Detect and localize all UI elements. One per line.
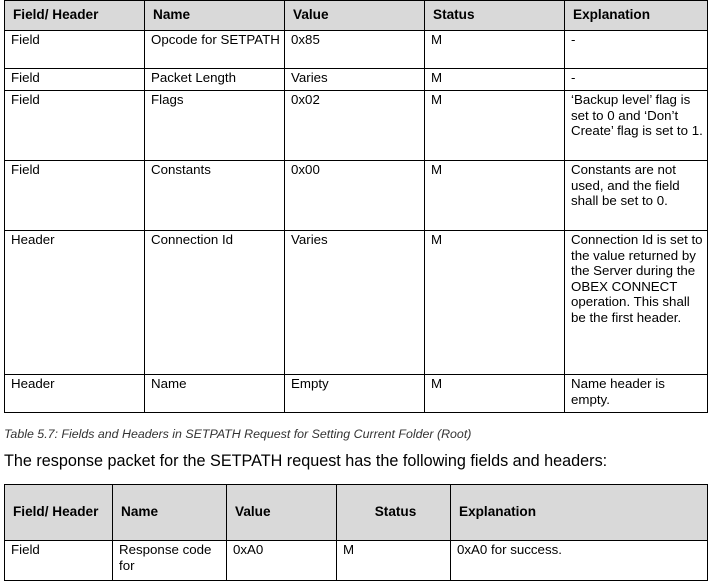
table-cell: - xyxy=(565,31,708,69)
table-cell: Varies xyxy=(285,231,425,375)
table-cell: M xyxy=(425,161,565,231)
table-caption: Table 5.7: Fields and Headers in SETPATH Request for Setting Current Folder (Root) xyxy=(4,427,472,441)
table-cell: Connection Id xyxy=(145,231,285,375)
table-cell: M xyxy=(425,91,565,161)
table-cell: Flags xyxy=(145,91,285,161)
table-cell: Header xyxy=(5,375,145,413)
table-cell: Field xyxy=(5,161,145,231)
table-row xyxy=(5,69,708,91)
table-cell: M xyxy=(337,541,451,581)
table-cell: Name xyxy=(145,375,285,413)
setpath-response-table xyxy=(4,484,708,581)
table-cell: M xyxy=(425,69,565,91)
table-cell: 0xA0 xyxy=(227,541,337,581)
column-header: Value xyxy=(227,485,337,541)
table-cell: M xyxy=(425,375,565,413)
table-cell: Constants are not used, and the field shall be set to 0. xyxy=(565,161,708,231)
body-paragraph: The response packet for the SETPATH request has the following fields and headers: xyxy=(4,452,608,470)
table-row xyxy=(5,31,708,69)
table-cell: Response code for xyxy=(113,541,227,581)
table-cell: - xyxy=(565,69,708,91)
table-cell: M xyxy=(425,31,565,69)
column-header: Field/ Header xyxy=(5,1,145,31)
table-cell: Field xyxy=(5,91,145,161)
table-cell: Opcode for SETPATH xyxy=(145,31,285,69)
table-cell: Field xyxy=(5,31,145,69)
table-header-row xyxy=(5,1,708,31)
column-header: Status xyxy=(337,485,451,541)
column-header: Value xyxy=(285,1,425,31)
column-header: Name xyxy=(145,1,285,31)
table-row xyxy=(5,375,708,413)
column-header: Name xyxy=(113,485,227,541)
table-cell: Field xyxy=(5,541,113,581)
table-cell: Header xyxy=(5,231,145,375)
table-cell: Varies xyxy=(285,69,425,91)
table-cell: Packet Length xyxy=(145,69,285,91)
table-header-row xyxy=(5,485,708,541)
table-cell: Constants xyxy=(145,161,285,231)
table-cell: 0x85 xyxy=(285,31,425,69)
table-row xyxy=(5,161,708,231)
table-cell: Field xyxy=(5,69,145,91)
table-cell: Connection Id is set to the value returned by the Server during the OBEX CONNECT operation. This shall be the first header. xyxy=(565,231,708,375)
column-header: Explanation xyxy=(451,485,708,541)
table-cell: 0x00 xyxy=(285,161,425,231)
table-cell: ‘Backup level’ flag is set to 0 and ‘Don’t Create’ flag is set to 1. xyxy=(565,91,708,161)
table-row xyxy=(5,91,708,161)
table-cell: M xyxy=(425,231,565,375)
table-cell: 0xA0 for success. xyxy=(451,541,708,581)
setpath-request-table xyxy=(4,0,708,413)
column-header: Status xyxy=(425,1,565,31)
table-row xyxy=(5,231,708,375)
column-header: Explanation xyxy=(565,1,708,31)
table-cell: Name header is empty. xyxy=(565,375,708,413)
table-cell: Empty xyxy=(285,375,425,413)
column-header: Field/ Header xyxy=(5,485,113,541)
table-cell: 0x02 xyxy=(285,91,425,161)
